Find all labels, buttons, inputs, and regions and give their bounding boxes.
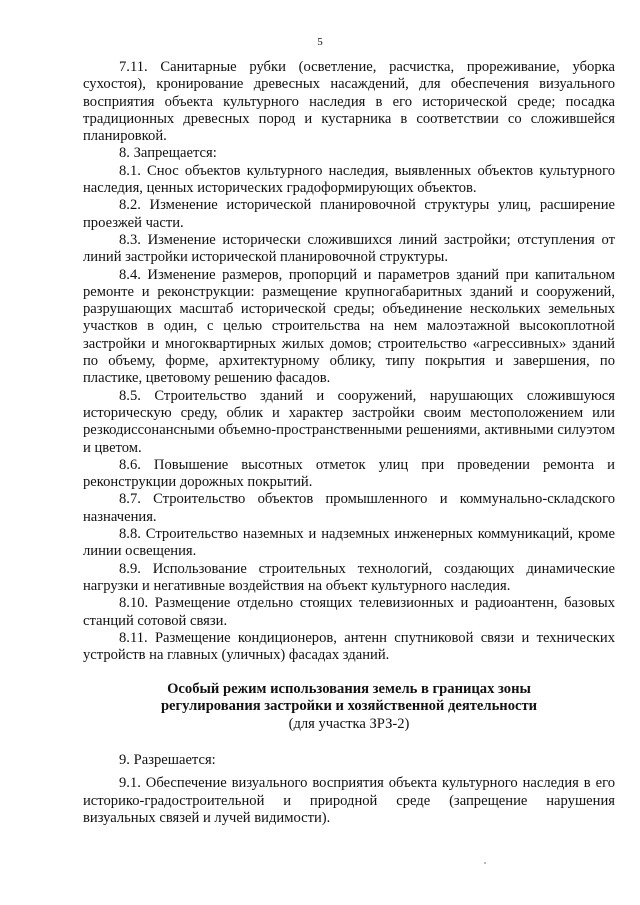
section-heading-line-2: регулирования застройки и хозяйственной деятельности: [160, 698, 538, 715]
paragraph-8-4: 8.4. Изменение размеров, пропорций и параметров зданий при капитальном ремонте и реконструкции: размещение крупногабаритных зданий и сооружений, разрушающих масштаб исторической среды; объединение нескольких земельных участков в один, с целью строительства на нем малоэтажной высокоплотной застройки и многоквартирных жилых домов; строительство «агрессивных» зданий по объему, форме, архитектурному облику, типу покрытия и завершения, по пластике, цветовому решению фасадов.: [83, 266, 615, 387]
paragraph-8-6: 8.6. Повышение высотных отметок улиц при проведении ремонта и реконструкции дорожных покрытий.: [83, 456, 615, 491]
paragraph-8-5: 8.5. Строительство зданий и сооружений, нарушающих сложившуюся историческую среду, облик и характер застройки своим местоположением или резкодиссонансными объемно-пространственными решениями, активными силуэтом и цветом.: [83, 387, 615, 456]
paragraph-9-1: 9.1. Обеспечение визуального восприятия объекта культурного наследия в его историко-градостроительной и природной среде (запрещение нарушения визуальных связей и лучей видимости).: [83, 775, 615, 826]
paragraph-8-11: 8.11. Размещение кондиционеров, антенн спутниковой связи и технических устройств на главных (уличных) фасадах зданий.: [83, 629, 615, 664]
section-heading-line-1: Особый режим использования земель в границах зоны: [167, 681, 531, 697]
section-heading: [83, 681, 615, 733]
paragraph-8-2: 8.2. Изменение исторической планировочной структуры улиц, расширение проезжей части.: [83, 197, 615, 231]
page-number: 5: [317, 36, 323, 48]
document-body: [83, 59, 615, 664]
paragraph-8-9: 8.9. Использование строительных технологий, создающих динамические нагрузки и негативные воздействия на объект культурного наследия.: [83, 560, 615, 594]
paragraph-8-8: 8.8. Строительство наземных и надземных инженерных коммуникаций, кроме линии освещения.: [83, 526, 615, 560]
section-heading-line-3: (для участка ЗРЗ-2): [288, 715, 410, 732]
paragraph-8-1: 8.1. Снос объектов культурного наследия, выявленных объектов культурного наследия, ценных исторических градоформирующих объектов.: [83, 162, 615, 197]
paragraph-9: 9. Разрешается:: [119, 752, 216, 768]
paragraph-8-3: 8.3. Изменение исторически сложившихся линий застройки; отступления от линий застройки исторической планировочной структуры.: [83, 231, 615, 266]
document-body-continued: [83, 752, 615, 827]
paragraph-7-11: 7.11. Санитарные рубки (осветление, расчистка, прореживание, уборка сухостоя), кронирование древесных насаждений, для обеспечения визуального восприятия объекта культурного наследия в его исторической среде; посадка традиционных древесных пород и кустарника в соответствии со сложившейся планировкой.: [83, 59, 615, 145]
paragraph-8-10: 8.10. Размещение отдельно стоящих телевизионных и радиоантенн, базовых станций сотовой связи.: [83, 595, 615, 629]
paragraph-8: 8. Запрещается:: [119, 145, 217, 162]
paragraph-8-7: 8.7. Строительство объектов промышленного и коммунально-складского назначения.: [83, 491, 615, 525]
scan-speck: [484, 862, 486, 864]
